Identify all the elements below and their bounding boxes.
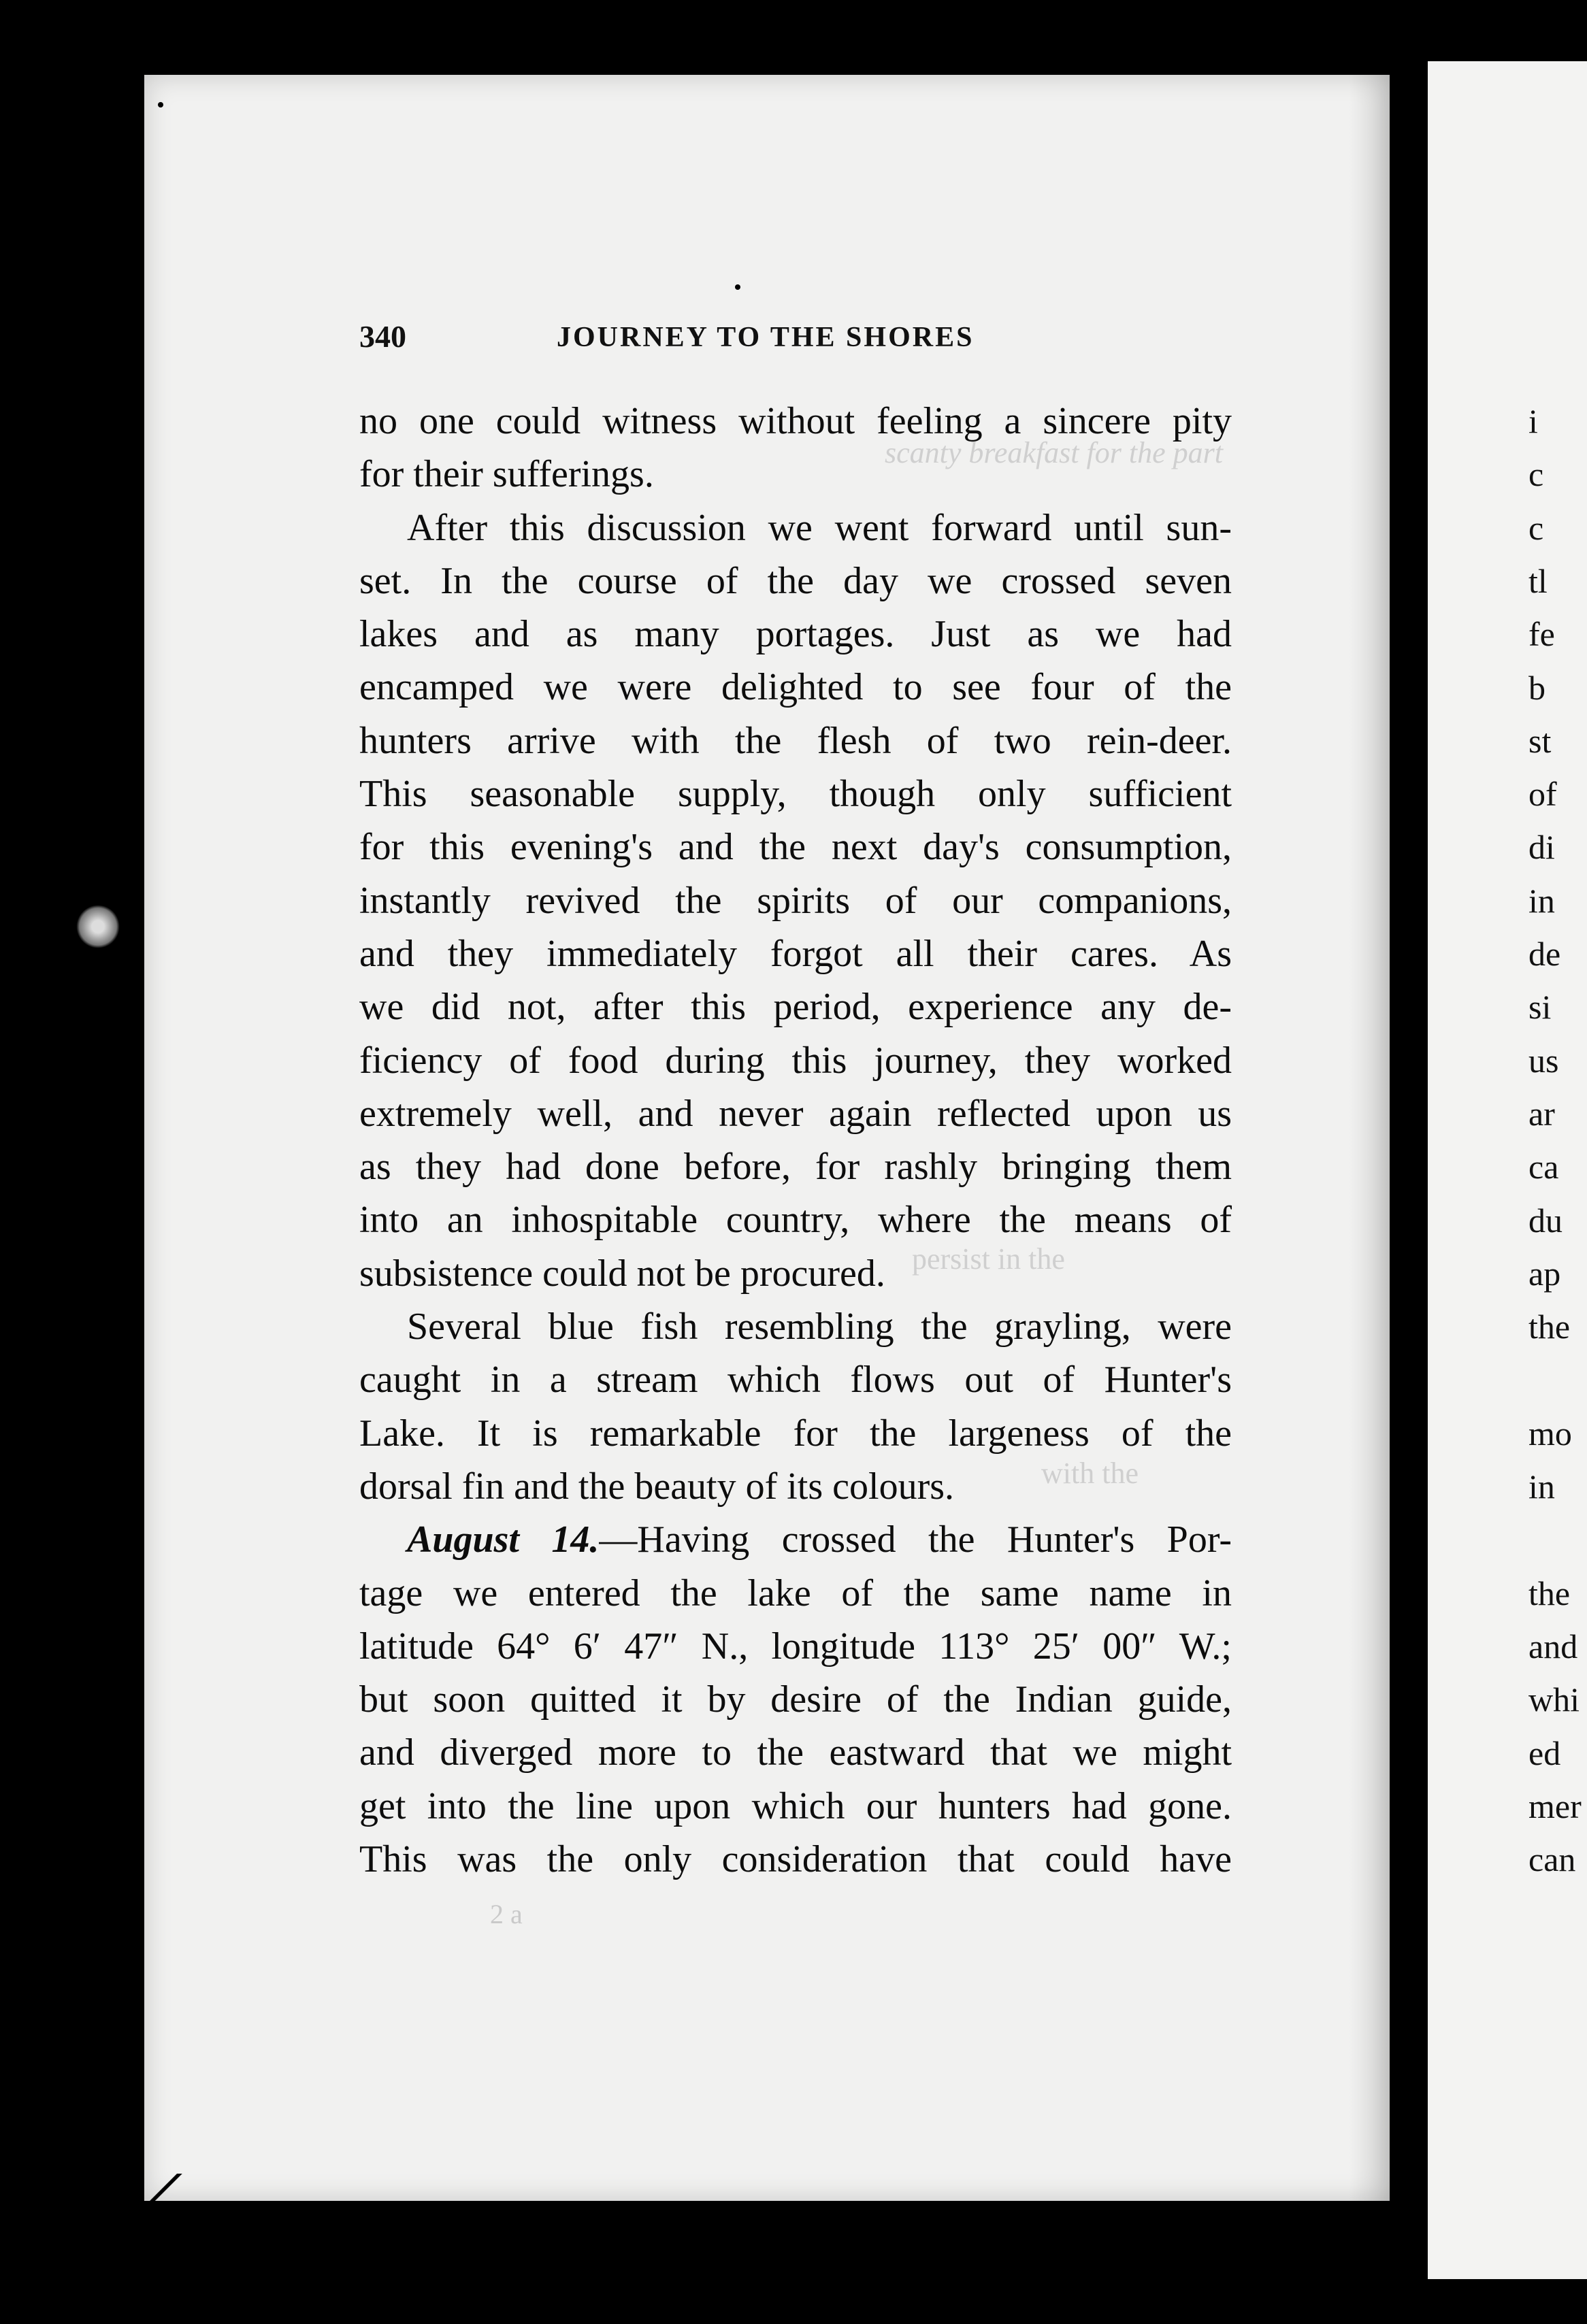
signature-mark: 2 a	[490, 1899, 523, 1929]
adjacent-page-fragment: and	[1528, 1627, 1578, 1665]
adjacent-page-fragment: de	[1528, 935, 1561, 973]
text-line: tage we entered the lake of the same name in	[359, 1572, 1232, 1614]
adjacent-page-fragment: b	[1528, 668, 1545, 707]
adjacent-page-fragment: in	[1528, 1467, 1555, 1506]
text-line: for their sufferings.	[359, 453, 654, 496]
text-line: for this evening's and the next day's consumption,	[359, 826, 1232, 869]
text-line: extremely well, and never again reflected upon us	[359, 1092, 1232, 1135]
adjacent-page-fragment: the	[1528, 1574, 1571, 1612]
text-line: instantly revived the spirits of our companions,	[359, 879, 1232, 922]
adjacent-page-fragment: ed	[1528, 1733, 1561, 1772]
adjacent-page-fragment: us	[1528, 1041, 1559, 1080]
text-line: Several blue fish resembling the grayling, were	[407, 1306, 1232, 1348]
adjacent-page-fragment: du	[1528, 1201, 1563, 1240]
adjacent-page-fragment: ar	[1528, 1094, 1555, 1133]
text-line: caught in a stream which flows out of Hunter's	[359, 1359, 1232, 1401]
text-line: dorsal fin and the beauty of its colours.	[359, 1465, 955, 1508]
date-lead: August 14.	[407, 1518, 600, 1561]
adjacent-page-fragment: tl	[1528, 561, 1548, 600]
adjacent-page-fragment: ca	[1528, 1148, 1559, 1186]
text-line: as they had done before, for rashly bringing them	[359, 1146, 1232, 1189]
adjacent-page-fragment: di	[1528, 828, 1555, 867]
adjacent-page-fragment: of	[1528, 775, 1557, 814]
adjacent-page-fragment: c	[1528, 508, 1544, 547]
text-line: into an inhospitable country, where the means of	[359, 1199, 1232, 1242]
adjacent-page-fragment	[1428, 1513, 1587, 1566]
ink-blot-mark	[76, 905, 120, 948]
adjacent-page-fragment: c	[1528, 455, 1544, 494]
adjacent-page-fragment: in	[1528, 881, 1555, 920]
adjacent-page-fragment: i	[1528, 402, 1538, 440]
text-line: set. In the course of the day we crossed seven	[359, 559, 1232, 602]
text-line: lakes and as many portages. Just as we had	[359, 613, 1232, 656]
page-number: 340	[359, 319, 406, 354]
adjacent-page-fragment: whi	[1528, 1680, 1580, 1719]
text-line-rest: —Having crossed the Hunter's Por-	[599, 1518, 1232, 1561]
body-text	[359, 395, 1232, 1886]
show-through-text: with the	[1041, 1457, 1139, 1490]
adjacent-page-fragment: mo	[1528, 1414, 1572, 1452]
text-line: Lake. It is remarkable for the largeness of the	[359, 1412, 1232, 1455]
dust-speck	[735, 284, 740, 290]
show-through-text: persist in the	[912, 1242, 1065, 1276]
adjacent-page-fragment: mer	[1528, 1787, 1582, 1825]
text-line: ficiency of food during this journey, they worked	[359, 1039, 1232, 1082]
adjacent-page-fragment: si	[1528, 988, 1552, 1027]
running-head: JOURNEY TO THE SHORES	[557, 322, 975, 353]
text-line: we did not, after this period, experience any de-	[359, 986, 1232, 1029]
text-line	[359, 1513, 1232, 1566]
adjacent-page-fragment: can	[1528, 1840, 1576, 1879]
dust-speck	[158, 102, 163, 107]
text-line: latitude 64° 6′ 47″ N., longitude 113° 25′ 00″ W.;	[359, 1625, 1232, 1667]
text-line: and diverged more to the eastward that we might	[359, 1731, 1232, 1774]
text-line: no one could witness without feeling a sincere pity	[359, 400, 1232, 442]
adjacent-page-edge	[1428, 61, 1587, 2279]
text-line: This was the only consideration that could have	[359, 1838, 1232, 1881]
text-line: subsistence could not be procured.	[359, 1252, 885, 1295]
text-line: This seasonable supply, though only sufficient	[359, 773, 1232, 816]
show-through-text: scanty breakfast for the part	[885, 436, 1223, 469]
text-line: encamped we were delighted to see four of the	[359, 666, 1232, 709]
adjacent-page-fragment: st	[1528, 721, 1552, 760]
adjacent-page-fragment	[1428, 1353, 1587, 1406]
adjacent-page-fragment: fe	[1528, 615, 1555, 654]
text-line: and they immediately forgot all their cares. As	[359, 932, 1232, 975]
text-line: but soon quitted it by desire of the Indian guide,	[359, 1678, 1232, 1721]
page-header	[359, 318, 1237, 366]
adjacent-page-fragment: ap	[1528, 1254, 1561, 1293]
text-line: After this discussion we went forward until sun-	[407, 506, 1232, 549]
adjacent-page-fragment: the	[1528, 1308, 1571, 1346]
text-line: hunters arrive with the flesh of two rein-deer.	[359, 719, 1232, 762]
text-line: get into the line upon which our hunters had gone.	[359, 1784, 1232, 1827]
